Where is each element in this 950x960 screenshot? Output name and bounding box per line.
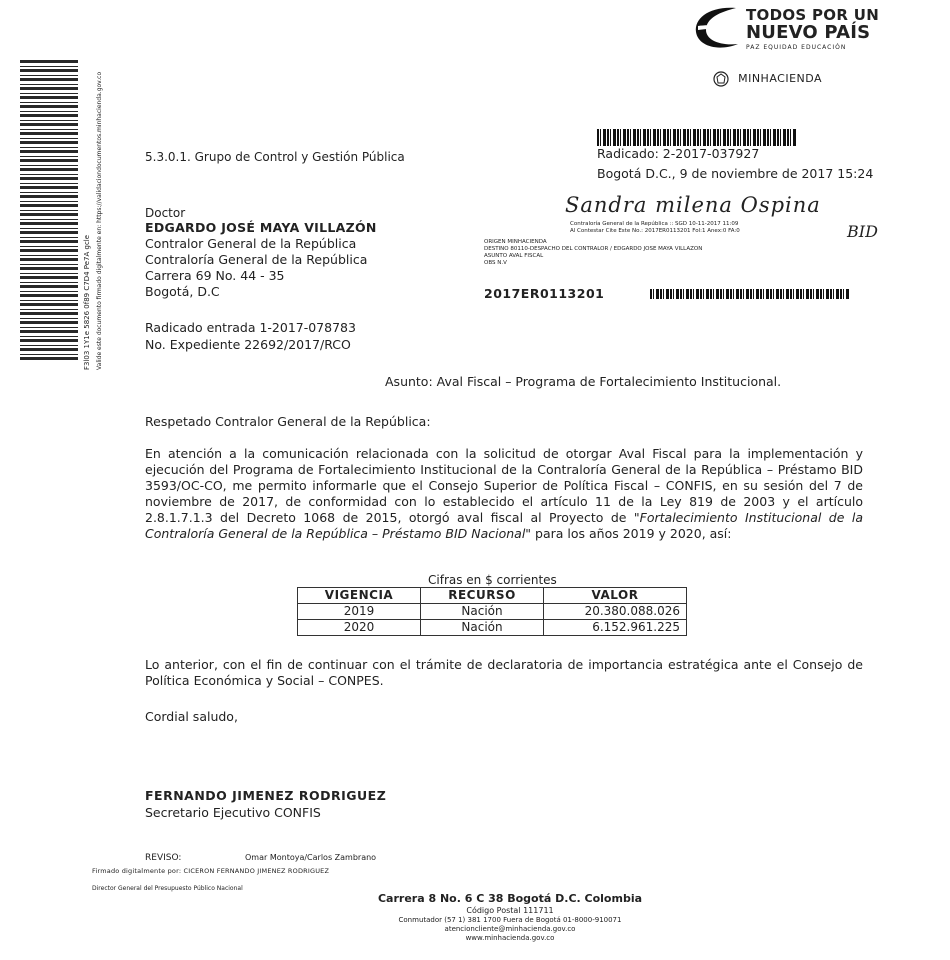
body-paragraph (145, 446, 863, 542)
stamp-destino: DESTINO 80110-DESPACHO DEL CONTRALOR / EDGARDO JOSE MAYA VILLAZON (484, 246, 703, 252)
side-code-line: F3l03 1Y1e 5826 0f89 C7D4 Pe7A gcle (83, 234, 91, 370)
radicado-date: Bogotá D.C., 9 de noviembre de 2017 15:24 (597, 166, 874, 181)
subject-line: Asunto: Aval Fiscal – Programa de Fortalecimiento Institucional. (385, 374, 782, 389)
expediente-number: No. Expediente 22692/2017/RCO (145, 337, 351, 352)
footer-postal: Código Postal 111711 (466, 906, 554, 915)
routing-group: 5.3.0.1. Grupo de Control y Gestión Pública (145, 150, 405, 164)
radicado-barcode (597, 129, 797, 146)
stamp-entry-number: 2017ER0113201 (484, 286, 605, 301)
table-row (298, 604, 687, 620)
logo-line-1: TODOS POR UN (746, 6, 880, 24)
table-header-recurso: RECURSO (421, 588, 544, 604)
body-text-italic: "Fortalecimiento Institucional de la Contraloría General de la República – Préstamo BID Nacional" (145, 510, 863, 541)
footer-email: atencioncliente@minhacienda.gov.co (444, 925, 576, 933)
footer (320, 892, 700, 943)
signer-name: FERNANDO JIMENEZ RODRIGUEZ (145, 788, 387, 803)
recipient-name: EDGARDO JOSÉ MAYA VILLAZÓN (145, 220, 377, 235)
table-cell: 6.152.961.225 (544, 620, 687, 636)
radicado-entrada: Radicado entrada 1-2017-078783 (145, 320, 356, 335)
stamp-origen: ORIGEN MINHACIENDA (484, 239, 547, 245)
table-cell: 2020 (298, 620, 421, 636)
stamp-obs: OBS N.V (484, 260, 507, 266)
logo-line-2: NUEVO PAÍS (746, 22, 871, 43)
body-text-part1: En atención a la comunicación relacionada con la solicitud de otorgar Aval Fiscal para la implementación y ejecución del Programa de Fortalecimiento Institucional de la Contraloría General de la República – Préstamo BID 3593/OC-CO, me permito informarle que el Consejo Superior de Política Fiscal – CONFIS, en su sesión del 7 de noviembre de 2017, de conformidad con lo establecido el artículo 11 de la Ley 819 de 2003 y el artículo 2.8.1.7.1.3 del Decreto 1068 de 2015, otorgó aval fiscal al Proyecto de (145, 446, 863, 525)
recipient-entity: Contraloría General de la República (145, 252, 368, 267)
stamp-line-1: Contraloría General de la República :: SGD 10-11-2017 11:09 (570, 221, 739, 227)
recipient-position: Contralor General de la República (145, 236, 357, 251)
side-validation-line: Valide este documento firmado digitalmente en: https://validaciondocumentos.minhacienda.gov.co (96, 71, 103, 370)
greeting: Respetado Contralor General de la República: (145, 414, 431, 429)
figures-table (297, 587, 687, 636)
stamp-asunto: ASUNTO AVAL FISCAL (484, 253, 544, 259)
table-header-vigencia: VIGENCIA (298, 588, 421, 604)
table-cell: 2019 (298, 604, 421, 620)
signer-position: Secretario Ejecutivo CONFIS (145, 805, 321, 820)
digital-signature-note: Firmado digitalmente por: CICERON FERNANDO JIMENEZ RODRIGUEZ (92, 867, 330, 875)
table-cell: Nación (421, 620, 544, 636)
logo-subtext: PAZ EQUIDAD EDUCACIÓN (746, 44, 847, 51)
director-line: Director General del Presupuesto Público Nacional (92, 885, 243, 892)
body-text-part2: para los años 2019 y 2020, así: (531, 526, 732, 541)
side-qr-code (20, 60, 78, 360)
handwritten-note: BID (847, 222, 878, 241)
handwritten-name: Sandra milena Ospina (565, 193, 821, 217)
recipient-address: Carrera 69 No. 44 - 35 (145, 268, 285, 283)
review-label: REVISO: (145, 853, 182, 863)
todos-por-un-nuevo-pais-logo (690, 2, 890, 57)
ministry-name: MINHACIENDA (738, 72, 823, 85)
table-row (298, 620, 687, 636)
review-names: Omar Montoya/Carlos Zambrano (245, 853, 377, 862)
table-caption: Cifras en $ corrientes (428, 573, 557, 587)
table-cell: Nación (421, 604, 544, 620)
footer-address: Carrera 8 No. 6 C 38 Bogotá D.C. Colombia (377, 892, 643, 905)
stamp-line-2: Al Contestar Cite Este No.: 2017ER0113201 Fol:1 Anex:0 FA:0 (570, 228, 740, 234)
minhacienda-brand (713, 68, 822, 86)
table-cell: 20.380.088.026 (544, 604, 687, 620)
recipient-title: Doctor (145, 206, 186, 220)
salutation: Cordial saludo, (145, 709, 238, 724)
table-header-valor: VALOR (544, 588, 687, 604)
stamp-barcode (650, 289, 850, 299)
coat-of-arms-icon (713, 71, 729, 87)
recipient-city: Bogotá, D.C (145, 284, 220, 299)
radicado-number: Radicado: 2-2017-037927 (597, 146, 760, 161)
closing-paragraph: Lo anterior, con el fin de continuar con el trámite de declaratoria de importancia estratégica ante el Consejo de Política Económica y Social – CONPES. (145, 657, 863, 688)
footer-phone: Conmutador (57 1) 381 1700 Fuera de Bogotá 01-8000-910071 (398, 916, 622, 924)
swoosh-logo-icon (690, 4, 742, 54)
footer-web: www.minhacienda.gov.co (465, 934, 555, 942)
